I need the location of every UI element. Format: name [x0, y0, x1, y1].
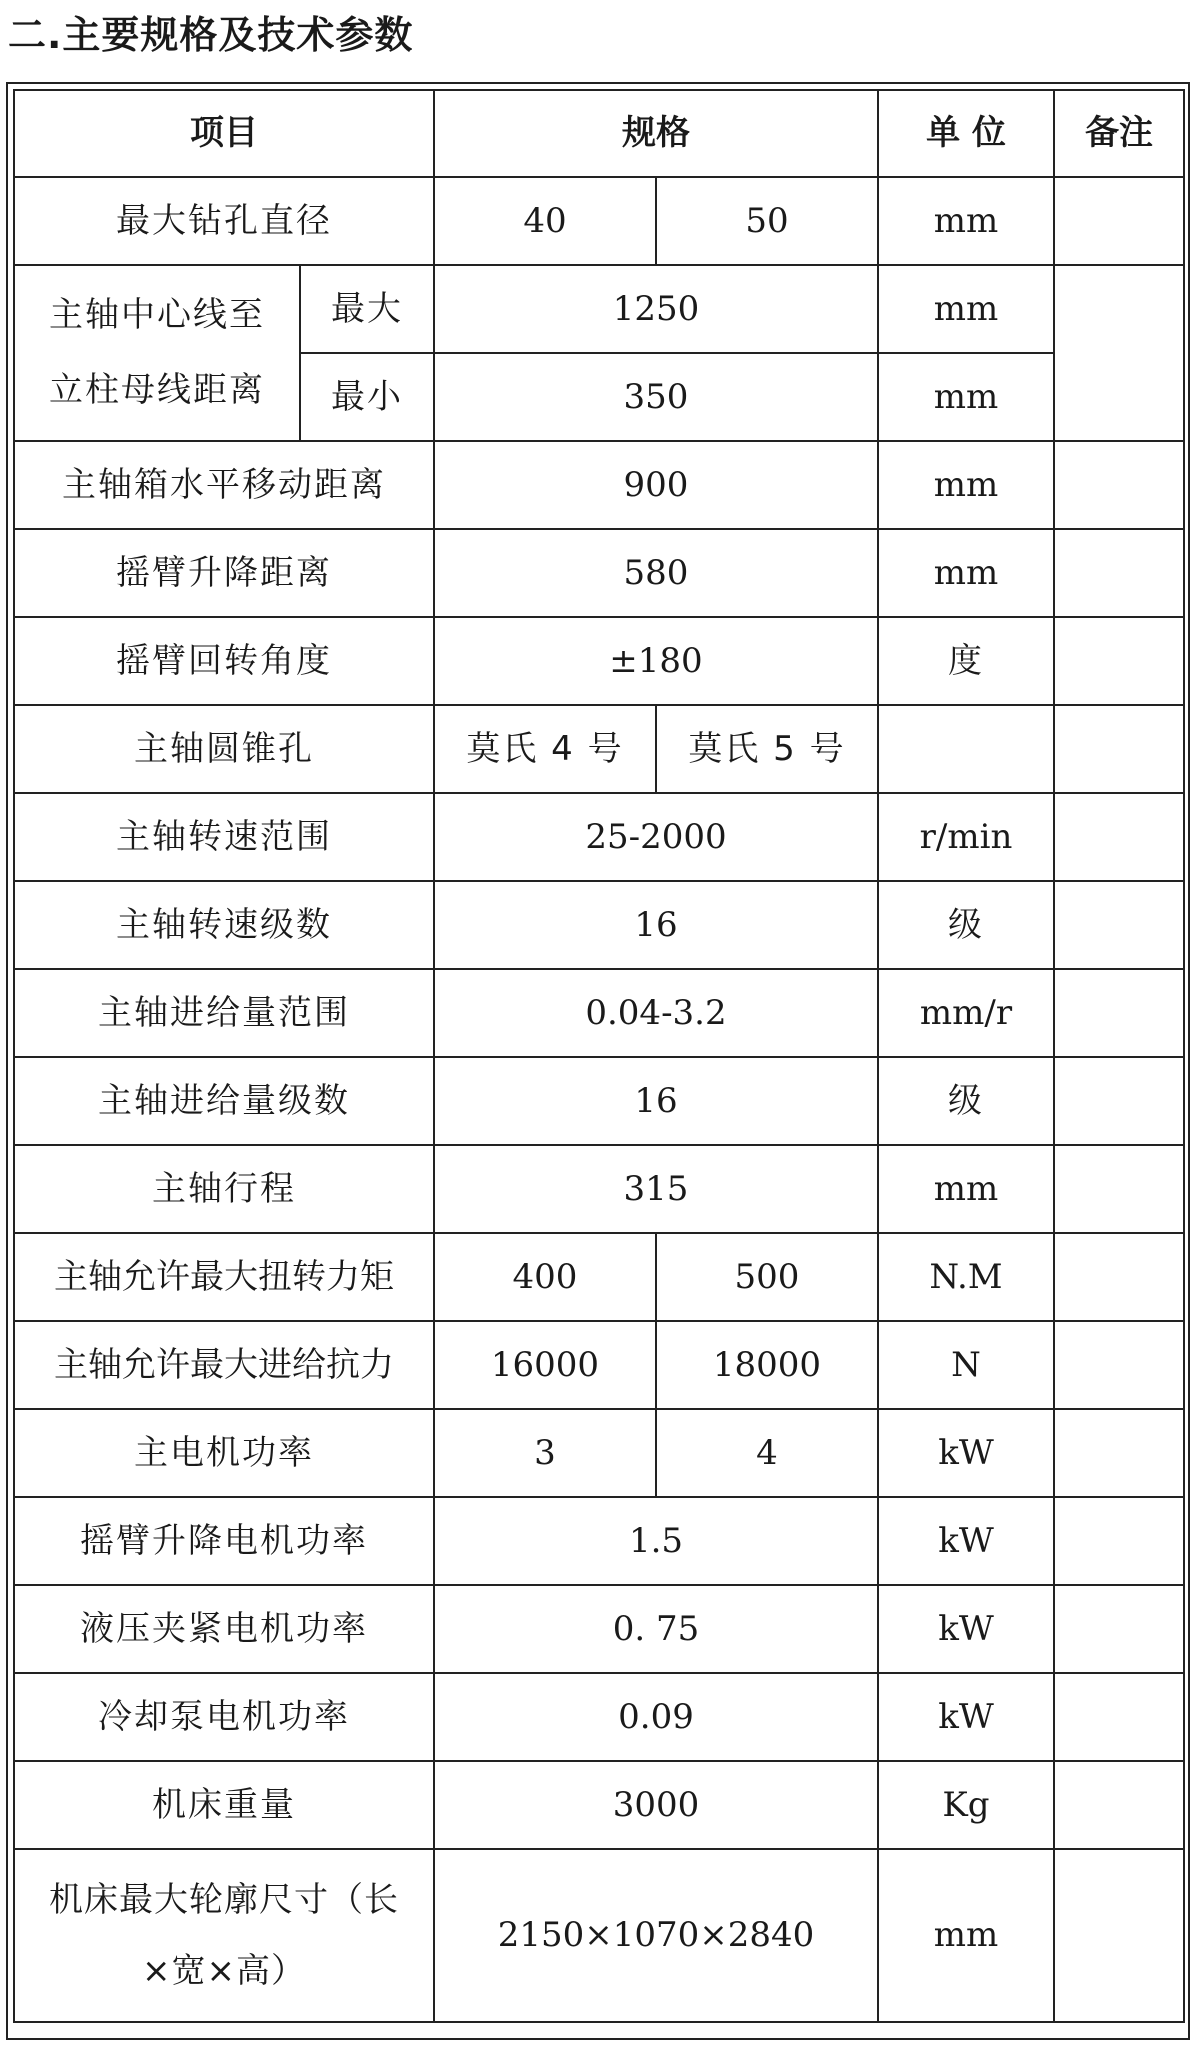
row-unit: kW — [878, 1409, 1054, 1497]
row-name: 主轴进给量范围 — [14, 969, 434, 1057]
header-spec: 规格 — [434, 90, 878, 177]
row-unit: 度 — [878, 617, 1054, 705]
table-row — [14, 1585, 1184, 1673]
row-unit — [878, 705, 1054, 793]
row-unit: r/min — [878, 793, 1054, 881]
row-value: ±180 — [434, 617, 878, 705]
row-unit: mm/r — [878, 969, 1054, 1057]
table-row — [14, 177, 1184, 265]
row-name: 主电机功率 — [14, 1409, 434, 1497]
row-name: 主轴转速级数 — [14, 881, 434, 969]
table-row — [14, 529, 1184, 617]
row-unit: 级 — [878, 881, 1054, 969]
table-row — [14, 1145, 1184, 1233]
row-name: 主轴行程 — [14, 1145, 434, 1233]
table-row — [14, 705, 1184, 793]
row-note — [1054, 617, 1184, 705]
row-name — [14, 1849, 434, 2022]
row-value: 1250 — [434, 265, 878, 353]
row-unit: mm — [878, 353, 1054, 441]
row-note — [1054, 1409, 1184, 1497]
row-value: 0.09 — [434, 1673, 878, 1761]
row-value: 50 — [656, 177, 878, 265]
table-row — [14, 1233, 1184, 1321]
row-value: 莫氏 5 号 — [656, 705, 878, 793]
row-unit: mm — [878, 177, 1054, 265]
row-name: 冷却泵电机功率 — [14, 1673, 434, 1761]
row-name: 摇臂回转角度 — [14, 617, 434, 705]
row-unit: N — [878, 1321, 1054, 1409]
row-value: 4 — [656, 1409, 878, 1497]
row-value: 0. 75 — [434, 1585, 878, 1673]
row-note — [1054, 881, 1184, 969]
row-value: 16 — [434, 1057, 878, 1145]
row-note — [1054, 705, 1184, 793]
row-value: 16 — [434, 881, 878, 969]
row-name: 主轴允许最大进给抗力 — [14, 1321, 434, 1409]
table-row — [14, 617, 1184, 705]
row-value: 900 — [434, 441, 878, 529]
row-unit: Kg — [878, 1761, 1054, 1849]
table-row — [14, 265, 1184, 353]
row-note — [1054, 1145, 1184, 1233]
row-name — [14, 265, 300, 441]
row-unit: kW — [878, 1585, 1054, 1673]
row-unit: N.M — [878, 1233, 1054, 1321]
table-row — [14, 1849, 1184, 2022]
row-note — [1054, 1849, 1184, 2022]
row-value: 580 — [434, 529, 878, 617]
row-note — [1054, 1585, 1184, 1673]
row-unit: 级 — [878, 1057, 1054, 1145]
row-unit: kW — [878, 1497, 1054, 1585]
row-unit: mm — [878, 441, 1054, 529]
row-value: 315 — [434, 1145, 878, 1233]
row-name: 摇臂升降电机功率 — [14, 1497, 434, 1585]
row-value: 1.5 — [434, 1497, 878, 1585]
row-note — [1054, 1497, 1184, 1585]
row-sublabel: 最小 — [300, 353, 434, 441]
row-value: 40 — [434, 177, 656, 265]
row-value: 16000 — [434, 1321, 656, 1409]
row-value: 3 — [434, 1409, 656, 1497]
table-row — [14, 1673, 1184, 1761]
row-value: 400 — [434, 1233, 656, 1321]
header-note: 备注 — [1054, 90, 1184, 177]
spec-table — [13, 89, 1185, 2023]
row-unit: mm — [878, 529, 1054, 617]
row-unit: mm — [878, 265, 1054, 353]
row-name: 主轴允许最大扭转力矩 — [14, 1233, 434, 1321]
row-name: 主轴进给量级数 — [14, 1057, 434, 1145]
table-row — [14, 441, 1184, 529]
table-header-row — [14, 90, 1184, 177]
row-note — [1054, 265, 1184, 441]
row-name-line: 立柱母线距离 — [49, 370, 265, 410]
row-name: 最大钻孔直径 — [14, 177, 434, 265]
row-value: 3000 — [434, 1761, 878, 1849]
row-unit: kW — [878, 1673, 1054, 1761]
row-value: 莫氏 4 号 — [434, 705, 656, 793]
row-value: 25-2000 — [434, 793, 878, 881]
table-row — [14, 1497, 1184, 1585]
row-value: 0.04-3.2 — [434, 969, 878, 1057]
row-value: 350 — [434, 353, 878, 441]
row-name-line: 机床最大轮廓尺寸（长 — [49, 1879, 399, 1920]
row-note — [1054, 1057, 1184, 1145]
row-value: 2150×1070×2840 — [434, 1849, 878, 2022]
row-note — [1054, 969, 1184, 1057]
row-name-line: 主轴中心线至 — [49, 295, 265, 336]
page-title: 二.主要规格及技术参数 — [8, 13, 414, 57]
table-row — [14, 1761, 1184, 1849]
row-name: 主轴圆锥孔 — [14, 705, 434, 793]
row-value: 500 — [656, 1233, 878, 1321]
row-sublabel: 最大 — [300, 265, 434, 353]
row-note — [1054, 1673, 1184, 1761]
row-name: 主轴转速范围 — [14, 793, 434, 881]
row-value: 18000 — [656, 1321, 878, 1409]
row-name: 机床重量 — [14, 1761, 434, 1849]
row-name-line: ×宽×高） — [142, 1950, 306, 1991]
row-unit: mm — [878, 1849, 1054, 2022]
row-name: 摇臂升降距离 — [14, 529, 434, 617]
row-note — [1054, 1321, 1184, 1409]
table-row — [14, 1409, 1184, 1497]
row-note — [1054, 1761, 1184, 1849]
row-note — [1054, 1233, 1184, 1321]
table-row — [14, 1321, 1184, 1409]
header-item: 项目 — [14, 90, 434, 177]
row-note — [1054, 793, 1184, 881]
header-unit: 单 位 — [878, 90, 1054, 177]
row-unit: mm — [878, 1145, 1054, 1233]
row-name: 主轴箱水平移动距离 — [14, 441, 434, 529]
row-note — [1054, 177, 1184, 265]
table-row — [14, 1057, 1184, 1145]
row-note — [1054, 441, 1184, 529]
row-name: 液压夹紧电机功率 — [14, 1585, 434, 1673]
row-note — [1054, 529, 1184, 617]
table-row — [14, 793, 1184, 881]
table-row — [14, 881, 1184, 969]
table-row — [14, 969, 1184, 1057]
